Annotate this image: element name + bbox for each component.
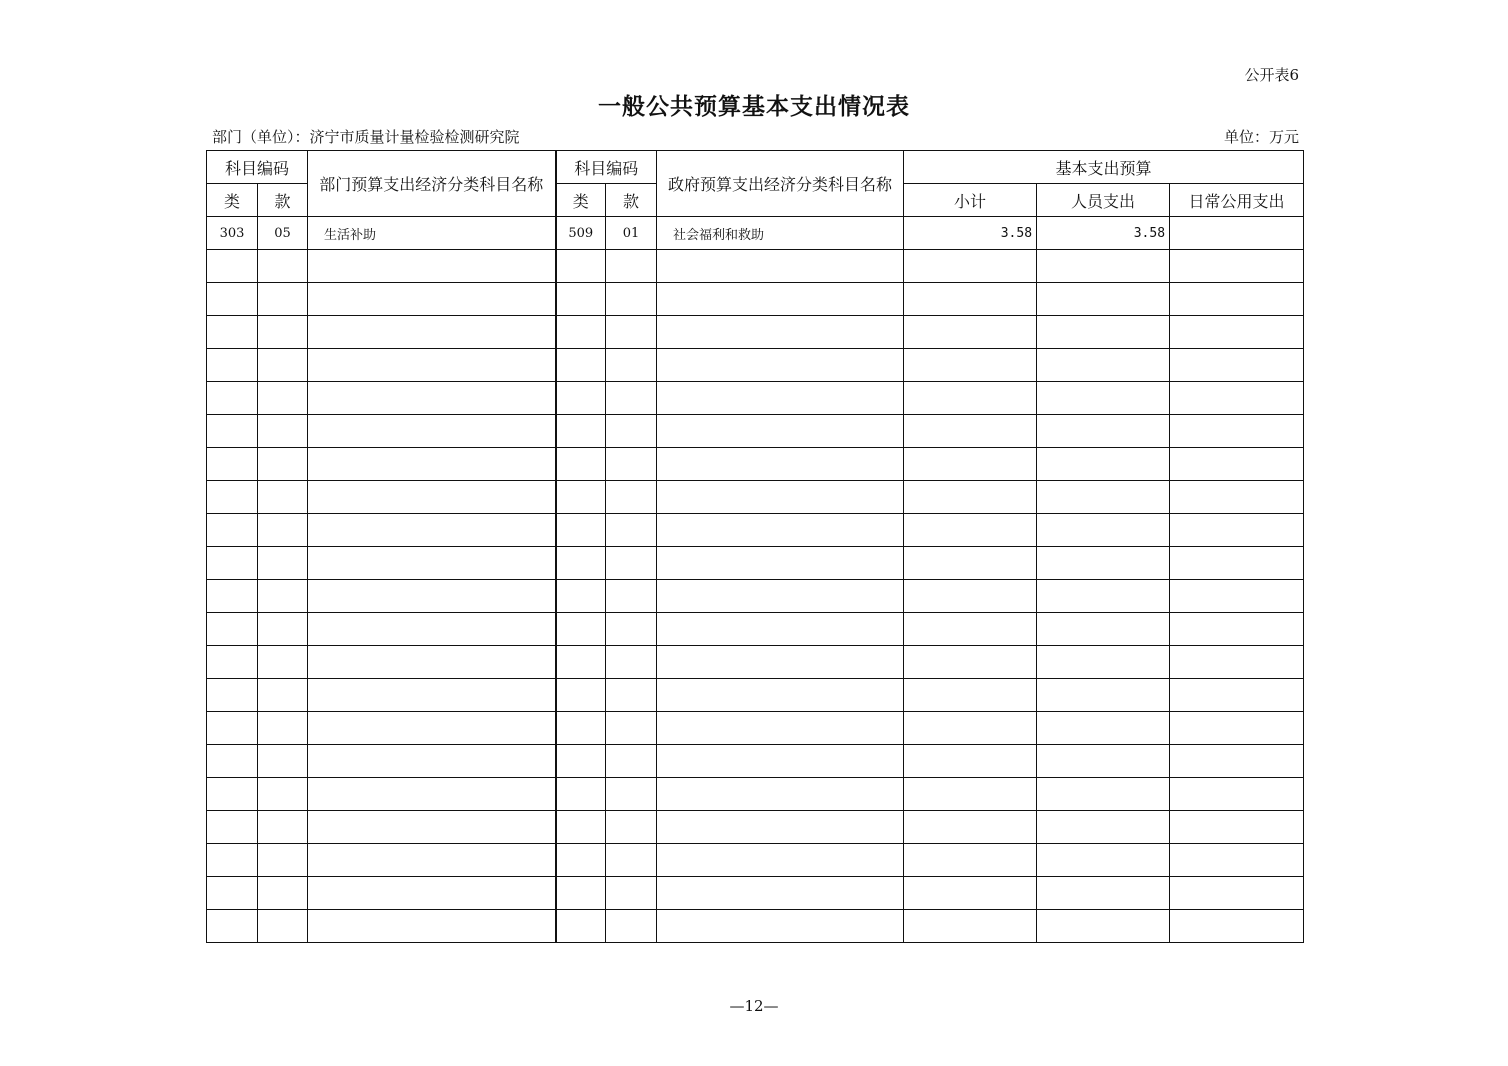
dept-category-cell: 303 [207, 217, 258, 250]
personnel-cell [1037, 646, 1170, 679]
gov-item-cell [606, 415, 657, 448]
subtotal-cell [904, 844, 1037, 877]
gov-item-cell [606, 250, 657, 283]
gov-category-cell [556, 382, 606, 415]
gov-item-cell [606, 745, 657, 778]
table-row [207, 844, 1304, 877]
dept-name-cell [308, 778, 556, 811]
dept-name-cell: 生活补助 [308, 217, 556, 250]
public-expense-cell [1170, 877, 1304, 910]
dept-item-cell [258, 415, 308, 448]
gov-category-cell [556, 712, 606, 745]
gov-item-cell: 01 [606, 217, 657, 250]
dept-item-cell [258, 613, 308, 646]
dept-item-cell [258, 844, 308, 877]
gov-category-cell [556, 580, 606, 613]
dept-item-cell [258, 877, 308, 910]
gov-item-cell [606, 679, 657, 712]
public-expense-cell [1170, 778, 1304, 811]
gov-category-cell [556, 481, 606, 514]
gov-item-cell [606, 811, 657, 844]
subtotal-cell [904, 679, 1037, 712]
gov-name-cell [657, 844, 904, 877]
gov-name-cell [657, 481, 904, 514]
gov-category-cell [556, 514, 606, 547]
dept-category-cell [207, 349, 258, 382]
dept-category-cell [207, 811, 258, 844]
personnel-cell [1037, 877, 1170, 910]
public-expense-cell [1170, 844, 1304, 877]
dept-category-cell [207, 778, 258, 811]
subtotal-cell [904, 514, 1037, 547]
dept-item-header: 款 [258, 184, 308, 217]
public-expense-cell [1170, 745, 1304, 778]
gov-name-header: 政府预算支出经济分类科目名称 [657, 151, 904, 217]
personnel-cell [1037, 514, 1170, 547]
gov-category-cell [556, 844, 606, 877]
personnel-cell [1037, 316, 1170, 349]
gov-category-cell [556, 811, 606, 844]
gov-category-cell [556, 745, 606, 778]
gov-item-cell [606, 646, 657, 679]
table-row [207, 811, 1304, 844]
dept-item-cell [258, 547, 308, 580]
gov-category-cell [556, 448, 606, 481]
personnel-cell [1037, 580, 1170, 613]
gov-name-cell [657, 745, 904, 778]
dept-item-cell [258, 283, 308, 316]
personnel-cell [1037, 613, 1170, 646]
table-row [207, 316, 1304, 349]
table-row [207, 877, 1304, 910]
dept-name-cell [308, 382, 556, 415]
gov-name-cell [657, 316, 904, 349]
personnel-cell [1037, 415, 1170, 448]
table-row [207, 745, 1304, 778]
dept-name-cell [308, 613, 556, 646]
subtotal-cell [904, 481, 1037, 514]
gov-name-cell [657, 910, 904, 943]
dept-item-cell [258, 811, 308, 844]
table-row [207, 415, 1304, 448]
gov-name-cell [657, 811, 904, 844]
gov-name-cell [657, 877, 904, 910]
dept-item-cell [258, 745, 308, 778]
gov-category-cell [556, 679, 606, 712]
public-expense-cell [1170, 382, 1304, 415]
personnel-cell [1037, 778, 1170, 811]
dept-name-cell [308, 646, 556, 679]
table-row [207, 613, 1304, 646]
public-expense-cell [1170, 316, 1304, 349]
public-expense-cell [1170, 250, 1304, 283]
personnel-cell [1037, 910, 1170, 943]
dept-category-cell [207, 613, 258, 646]
gov-item-cell [606, 283, 657, 316]
dept-item-cell [258, 679, 308, 712]
dept-name-cell [308, 349, 556, 382]
dept-name-cell [308, 745, 556, 778]
gov-category-header: 类 [556, 184, 606, 217]
subtotal-cell [904, 316, 1037, 349]
dept-category-cell [207, 844, 258, 877]
dept-category-cell [207, 547, 258, 580]
dept-category-cell [207, 712, 258, 745]
public-expense-cell [1170, 613, 1304, 646]
gov-item-cell [606, 316, 657, 349]
dept-name-cell [308, 481, 556, 514]
public-expense-cell [1170, 712, 1304, 745]
dept-name-cell [308, 712, 556, 745]
gov-name-cell [657, 448, 904, 481]
dept-name-cell [308, 547, 556, 580]
dept-item-cell [258, 646, 308, 679]
dept-item-cell [258, 580, 308, 613]
dept-item-cell [258, 910, 308, 943]
dept-category-cell [207, 877, 258, 910]
gov-category-cell [556, 547, 606, 580]
subtotal-cell [904, 712, 1037, 745]
dept-name-cell [308, 316, 556, 349]
subtotal-cell [904, 382, 1037, 415]
basic-expense-group-header: 基本支出预算 [904, 151, 1304, 184]
subtotal-cell [904, 877, 1037, 910]
gov-item-cell [606, 712, 657, 745]
table-row [207, 514, 1304, 547]
dept-category-cell [207, 448, 258, 481]
dept-category-cell [207, 580, 258, 613]
public-expense-header: 日常公用支出 [1170, 184, 1304, 217]
table-row [207, 712, 1304, 745]
dept-item-cell [258, 481, 308, 514]
gov-name-cell [657, 646, 904, 679]
gov-item-cell [606, 481, 657, 514]
table-row [207, 646, 1304, 679]
budget-table [206, 150, 1304, 943]
gov-item-cell [606, 382, 657, 415]
gov-name-cell [657, 415, 904, 448]
personnel-cell [1037, 250, 1170, 283]
table-row [207, 349, 1304, 382]
subtotal-header: 小计 [904, 184, 1037, 217]
personnel-cell [1037, 547, 1170, 580]
table-body [207, 217, 1304, 943]
dept-item-cell: 05 [258, 217, 308, 250]
dept-name-cell [308, 910, 556, 943]
table-row [207, 283, 1304, 316]
gov-name-cell [657, 679, 904, 712]
table-row [207, 250, 1304, 283]
personnel-cell: 3.58 [1037, 217, 1170, 250]
dept-category-cell [207, 316, 258, 349]
dept-item-cell [258, 778, 308, 811]
dept-category-header: 类 [207, 184, 258, 217]
public-expense-cell [1170, 514, 1304, 547]
personnel-cell [1037, 349, 1170, 382]
dept-item-cell [258, 316, 308, 349]
dept-category-cell [207, 415, 258, 448]
gov-item-cell [606, 349, 657, 382]
page-title: 一般公共预算基本支出情况表 [598, 94, 910, 120]
table-row [207, 679, 1304, 712]
gov-name-cell [657, 349, 904, 382]
gov-item-cell [606, 877, 657, 910]
subtotal-cell [904, 910, 1037, 943]
gov-category-cell [556, 316, 606, 349]
table-id-label: 公开表6 [1244, 66, 1299, 84]
table-row [207, 580, 1304, 613]
personnel-cell [1037, 712, 1170, 745]
table-row [207, 217, 1304, 250]
dept-name-cell [308, 811, 556, 844]
dept-item-cell [258, 514, 308, 547]
personnel-cell [1037, 811, 1170, 844]
public-expense-cell [1170, 811, 1304, 844]
gov-category-cell [556, 877, 606, 910]
gov-item-cell [606, 910, 657, 943]
table-row [207, 910, 1304, 943]
dept-category-cell [207, 910, 258, 943]
subtotal-cell [904, 283, 1037, 316]
subtotal-cell [904, 646, 1037, 679]
gov-item-cell [606, 778, 657, 811]
dept-name-cell [308, 844, 556, 877]
gov-item-cell [606, 613, 657, 646]
gov-item-header: 款 [606, 184, 657, 217]
gov-category-cell [556, 349, 606, 382]
gov-category-cell [556, 646, 606, 679]
dept-category-cell [207, 646, 258, 679]
dept-name-cell [308, 679, 556, 712]
dept-name-cell [308, 415, 556, 448]
personnel-cell [1037, 844, 1170, 877]
gov-name-cell [657, 250, 904, 283]
gov-item-cell [606, 580, 657, 613]
personnel-header: 人员支出 [1037, 184, 1170, 217]
public-expense-cell [1170, 910, 1304, 943]
dept-category-cell [207, 382, 258, 415]
gov-category-cell [556, 910, 606, 943]
dept-item-cell [258, 250, 308, 283]
public-expense-cell [1170, 415, 1304, 448]
department-label: 部门（单位）：济宁市质量计量检验检测研究院 [212, 128, 520, 146]
subtotal-cell [904, 448, 1037, 481]
gov-name-cell [657, 514, 904, 547]
dept-code-group-header: 科目编码 [207, 151, 308, 184]
gov-code-group-header: 科目编码 [556, 151, 657, 184]
table-row [207, 547, 1304, 580]
dept-category-cell [207, 250, 258, 283]
gov-category-cell [556, 778, 606, 811]
subtotal-cell [904, 613, 1037, 646]
subtotal-cell [904, 250, 1037, 283]
gov-category-cell [556, 283, 606, 316]
gov-category-cell [556, 415, 606, 448]
subtotal-cell [904, 349, 1037, 382]
gov-name-cell [657, 382, 904, 415]
dept-name-cell [308, 283, 556, 316]
public-expense-cell [1170, 547, 1304, 580]
dept-name-cell [308, 448, 556, 481]
dept-name-cell [308, 580, 556, 613]
public-expense-cell [1170, 580, 1304, 613]
personnel-cell [1037, 382, 1170, 415]
personnel-cell [1037, 481, 1170, 514]
personnel-cell [1037, 679, 1170, 712]
gov-category-cell [556, 613, 606, 646]
gov-name-cell [657, 547, 904, 580]
gov-name-cell: 社会福利和救助 [657, 217, 904, 250]
dept-category-cell [207, 679, 258, 712]
public-expense-cell [1170, 481, 1304, 514]
subtotal-cell [904, 547, 1037, 580]
dept-name-cell [308, 877, 556, 910]
public-expense-cell [1170, 679, 1304, 712]
dept-category-cell [207, 514, 258, 547]
table-row [207, 481, 1304, 514]
table-row [207, 778, 1304, 811]
dept-name-header: 部门预算支出经济分类科目名称 [308, 151, 556, 217]
dept-name-cell [308, 250, 556, 283]
subtotal-cell: 3.58 [904, 217, 1037, 250]
public-expense-cell [1170, 646, 1304, 679]
dept-name-cell [308, 514, 556, 547]
dept-category-cell [207, 283, 258, 316]
gov-item-cell [606, 844, 657, 877]
header-row-1 [207, 151, 1304, 184]
page-number: —12— [729, 997, 779, 1015]
gov-name-cell [657, 283, 904, 316]
subtotal-cell [904, 778, 1037, 811]
subtotal-cell [904, 745, 1037, 778]
gov-category-cell [556, 250, 606, 283]
gov-name-cell [657, 778, 904, 811]
gov-item-cell [606, 514, 657, 547]
subtotal-cell [904, 580, 1037, 613]
personnel-cell [1037, 283, 1170, 316]
dept-item-cell [258, 712, 308, 745]
public-expense-cell [1170, 283, 1304, 316]
personnel-cell [1037, 448, 1170, 481]
table-row [207, 382, 1304, 415]
subtotal-cell [904, 811, 1037, 844]
dept-category-cell [207, 745, 258, 778]
dept-item-cell [258, 382, 308, 415]
public-expense-cell [1170, 349, 1304, 382]
gov-name-cell [657, 580, 904, 613]
unit-label: 单位：万元 [1223, 128, 1299, 146]
personnel-cell [1037, 745, 1170, 778]
gov-item-cell [606, 448, 657, 481]
dept-item-cell [258, 349, 308, 382]
gov-item-cell [606, 547, 657, 580]
dept-item-cell [258, 448, 308, 481]
subtotal-cell [904, 415, 1037, 448]
dept-category-cell [207, 481, 258, 514]
gov-name-cell [657, 613, 904, 646]
table-row [207, 448, 1304, 481]
public-expense-cell [1170, 448, 1304, 481]
gov-name-cell [657, 712, 904, 745]
public-expense-cell [1170, 217, 1304, 250]
gov-category-cell: 509 [556, 217, 606, 250]
